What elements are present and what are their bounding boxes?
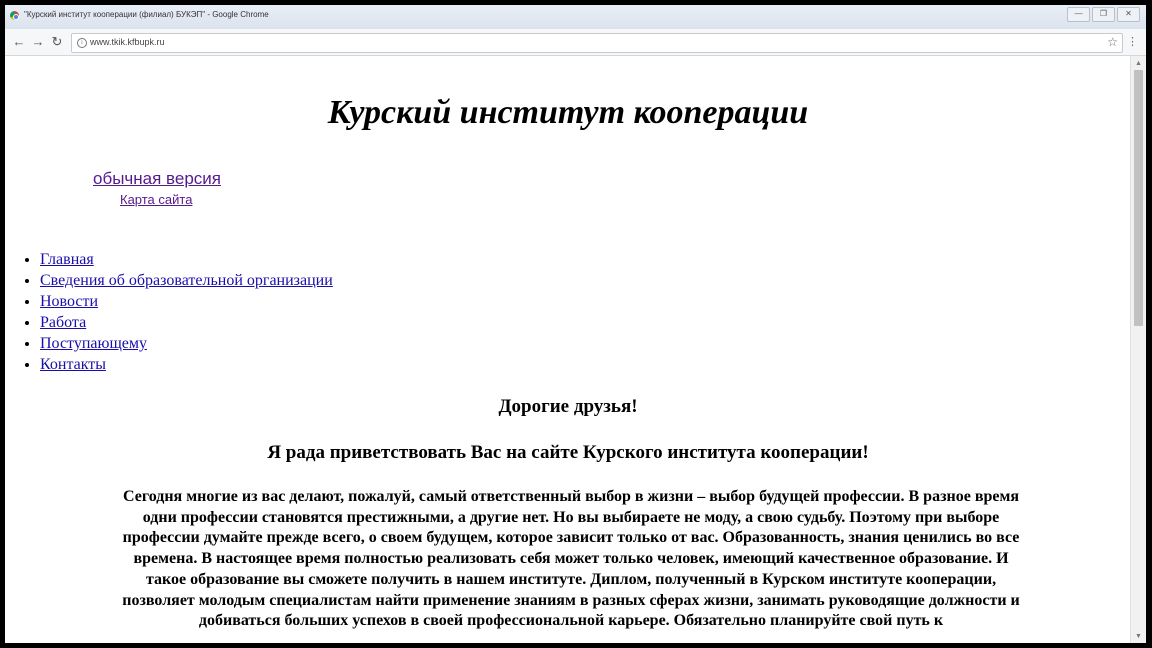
nav-item (40, 333, 333, 354)
scroll-down-arrow-icon[interactable]: ▼ (1135, 632, 1142, 640)
minimize-button[interactable]: — (1067, 7, 1090, 22)
nav-link-home[interactable]: Главная (40, 251, 94, 268)
title-bar (5, 5, 1146, 30)
browser-toolbar (5, 29, 1146, 56)
page-content (5, 56, 1131, 643)
sitemap-link[interactable]: Карта сайта (120, 192, 193, 207)
nav-item (40, 270, 333, 291)
forward-arrow-icon[interactable]: → (31, 34, 45, 49)
nav-item (40, 312, 333, 333)
scroll-thumb[interactable] (1134, 70, 1143, 326)
nav-link-about[interactable]: Сведения об образовательной организации (40, 272, 333, 289)
window-controls (1067, 7, 1140, 22)
reload-icon[interactable]: ↻ (51, 34, 63, 49)
nav-link-news[interactable]: Новости (40, 293, 99, 310)
address-bar[interactable] (71, 33, 1123, 53)
site-title: Курский институт кооперации (327, 94, 809, 131)
normal-version-link[interactable]: обычная версия (93, 169, 221, 188)
chrome-icon (10, 11, 19, 20)
back-arrow-icon[interactable]: ← (12, 34, 26, 49)
nav-item (40, 291, 333, 312)
browser-window (5, 5, 1146, 643)
url-input[interactable] (90, 37, 990, 47)
nav-link-admission[interactable]: Поступающему (40, 335, 147, 352)
window-title: "Курский институт кооперации (филиал) БУКЭП" - Google Chrome (24, 10, 269, 19)
scroll-up-arrow-icon[interactable]: ▲ (1135, 59, 1142, 67)
nav-item (40, 354, 333, 375)
vertical-scrollbar[interactable] (1130, 56, 1146, 643)
nav-link-contacts[interactable]: Контакты (40, 356, 107, 373)
nav-item (40, 249, 333, 270)
restore-button[interactable]: ❐ (1092, 7, 1115, 22)
info-icon[interactable]: i (77, 38, 87, 48)
close-button[interactable]: ✕ (1117, 7, 1140, 22)
greeting-heading: Дорогие друзья! (498, 396, 638, 417)
welcome-heading: Я рада приветствовать Вас на сайте Курского института кооперации! (267, 442, 869, 463)
nav-link-jobs[interactable]: Работа (40, 314, 87, 331)
welcome-body-text: Сегодня многие из вас делают, пожалуй, самый ответственный выбор в жизни – выбор будущей профессии. В разное время одни профессии становятся престижными, а другие нет. Но вы выбираете не моду, а свою судьбу. Поэтому при выборе профессии думайте прежде всего, о своем будущем, которое зависит только от вас. Образованность, знания ценились во все времена. В настоящее время полностью реализовать себя может только человек, имеющий качественное образование. И такое образование вы сможете получить в нашем институте. Диплом, полученный в Курском институте кооперации, позволяет молодым специалистам найти применение знаниям в разных сферах жизни, занимать руководящие должности и добиваться больших успехов в своей профессиональной карьере. Обязательно планируйте свой путь к (122, 488, 1020, 630)
bookmark-star-icon[interactable]: ☆ (1107, 35, 1118, 49)
main-nav (5, 249, 333, 375)
page-viewport (5, 56, 1146, 643)
menu-icon[interactable]: ⋮ (1127, 36, 1138, 48)
